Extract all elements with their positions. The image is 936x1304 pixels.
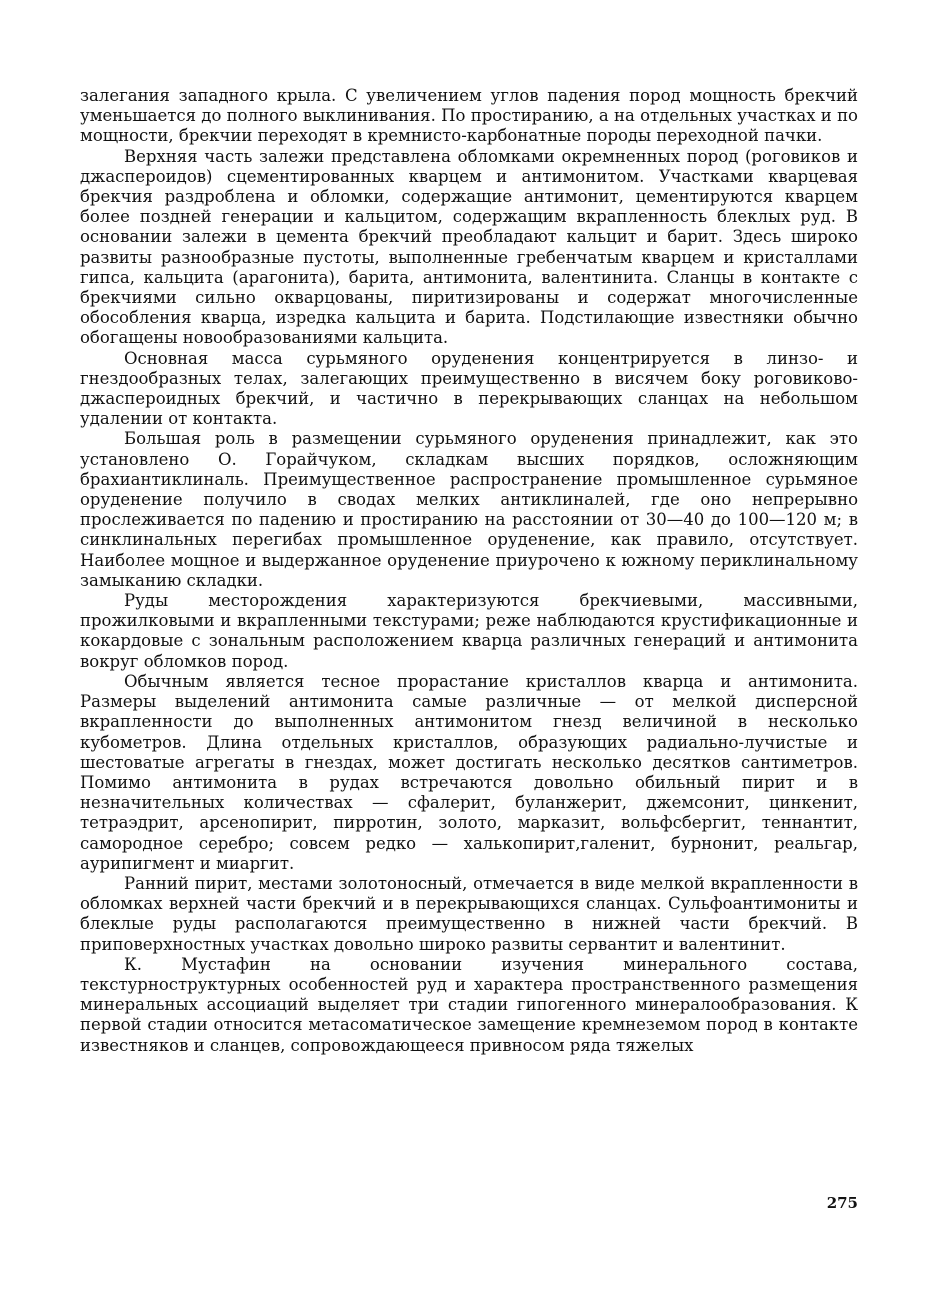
paragraph-5: Руды месторождения характеризуются брекчиевыми, массивными, прожилковыми и вкрапленными текстурами; реже наблюдаются крустификационные и кокардовые с зональным расположением кварца различных генераций и антимонита вокруг обломков пород. [80, 591, 858, 671]
page-number: 275 [826, 1194, 858, 1212]
paragraph-7: Ранний пирит, местами золотоносный, отмечается в виде мелкой вкрапленности в обломках верхней части брекчий и в перекрывающихся сланцах. Сульфоантимониты и блеклые руды располагаются преимущественно в нижней части брекчий. В приповерхностных участках довольно широко развиты сервантит и валентинит. [80, 873, 858, 954]
paragraph-3: Основная масса сурьмяного оруденения концентрируется в линзо- и гнездообразных телах, залегающих преимущественно в висячем боку роговиково-джаспероидных брекчий, и частично в перекрывающих сланцах на небольшом удалении от контакта. [80, 348, 858, 429]
paragraph-1: залегания западного крыла. С увеличением углов падения пород мощность брекчий уменьшается до полного выклинивания. По простиранию, а на отдельных участках и по мощности, брекчии переходят в кремнисто-карбонатные породы переходной пачки. [80, 86, 858, 146]
paragraph-2: Верхняя часть залежи представлена обломками окремненных пород (роговиков и джаспероидов) сцементированных кварцем и антимонитом. Участками кварцевая брекчия раздроблена и обломки, содержащие антимонит, цементируются кварцем более поздней генерации и кальцитом, содержащим вкрапленность блеклых руд. В основании залежи в цемента брекчий преобладают кальцит и барит. Здесь широко развиты разнообразные пустоты, выполненные гребенчатым кварцем и кристаллами гипса, кальцита (арагонита), барита, антимонита, валентинита. Сланцы в контакте с брекчиями сильно окварцованы, пиритизированы и содержат многочисленные обособления кварца, изредка кальцита и барита. Подстилающие известняки обычно обогащены новообразованиями кальцита. [80, 146, 858, 348]
paragraph-8: К. Мустафин на основании изучения минерального состава, текстурноструктурных особенностей руд и характера пространственного размещения минеральных ассоциаций выделяет три стадии гипогенного минералообразования. К первой стадии относится метасоматическое замещение кремнеземом пород в контакте известняков и сланцев, сопровождающееся привносом ряда тяжелых [80, 954, 858, 1055]
page-text [80, 86, 858, 1056]
paragraph-4: Большая роль в размещении сурьмяного оруденения принадлежит, как это установлено О. Горайчуком, складкам высших порядков, осложняющим брахиантиклиналь. Преимущественное распространение промышленное сурьмяное оруденение получило в сводах мелких антиклиналей, где оно непрерывно прослеживается по падению и простиранию на расстоянии от 30—40 до 100—120 м; в синклинальных перегибах промышленное оруденение, как правило, отсутствует. Наиболее мощное и выдержанное оруденение приурочено к южному периклинальному замыканию складки. [80, 429, 858, 590]
paragraph-6: Обычным является тесное прорастание кристаллов кварца и антимонита. Размеры выделений антимонита самые различные — от мелкой дисперсной вкрапленности до выполненных антимонитом гнезд величиной в несколько кубометров. Длина отдельных кристаллов, образующих радиально-лучистые и шестоватые агрегаты в гнездах, может достигать несколько десятков сантиметров. Помимо антимонита в рудах встречаются довольно обильный пирит и в незначительных количествах — сфалерит, буланжерит, джемсонит, цинкенит, тетраэдрит, арсенопирит, пирротин, золото, марказит, вольфсбергит, теннантит, самородное серебро; совсем редко — халькопирит,галенит, бурнонит, реальгар, аурипигмент и миаргит. [80, 671, 858, 873]
